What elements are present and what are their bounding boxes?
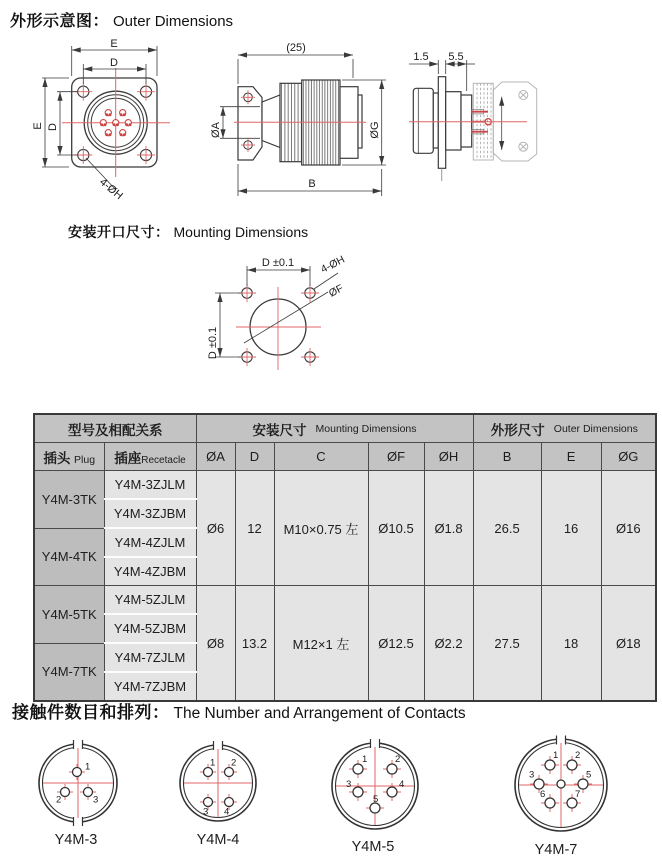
dim-label-g: ØG [369,121,381,139]
header-model-group-label: 型号及相配关系 [68,422,163,438]
plug-model-cell: Y4M-3TK [34,471,104,529]
dim-cell-h: Ø2.2 [424,586,473,702]
pin [578,779,588,789]
receptacle-body [413,77,471,169]
dim-cell-h: Ø1.8 [424,471,473,586]
outer-front-view-drawing [18,38,220,210]
pin-number: 6 [540,789,546,800]
header-receptacle-zh: 插座 [114,450,142,466]
keyway-bottom [74,817,83,826]
plug-model-cell: Y4M-5TK [34,586,104,644]
pin [225,768,234,777]
connector-label: Y4M-5 [351,839,395,855]
pin [84,788,93,797]
pin-number: 5 [373,794,379,805]
header-col-b: B [473,443,541,471]
pin-number: 2 [231,757,237,769]
header-mounting-zh: 安装尺寸 [252,422,307,438]
pin-center [557,780,565,788]
pin [120,110,126,116]
section-title-mounting-en: Mounting Dimensions [173,224,309,240]
table-row [34,586,656,615]
section-title-mounting-zh: 安装开口尺寸： [68,224,170,240]
section-title-outer-zh: 外形示意图： [10,13,110,30]
dim-cell-g: Ø16 [601,471,656,586]
pin [545,798,555,808]
pin [387,787,397,797]
contact-diagram-y4m-3 [30,738,162,850]
dim-label-5-5: 5.5 [448,51,464,63]
header-col-g: ØG [601,443,656,471]
pin-number: 3 [93,794,99,806]
plug-side-view-drawing [208,38,400,210]
receptacle-model-cell: Y4M-7ZJLM [104,643,196,672]
header-plug-zh: 插头 [43,450,71,466]
dim-cell-a: Ø8 [196,586,235,702]
section-title-mounting [68,222,308,242]
receptacle-model-cell: Y4M-3ZJLM [104,471,196,500]
header-col-h: ØH [424,443,473,471]
pin [204,798,213,807]
connector-label: Y4M-4 [196,832,240,848]
dim-label-holes: 4-ØH [318,253,347,276]
section-title-outer-en: Outer Dimensions [113,13,234,30]
section-title-contacts [12,698,466,723]
header-receptacle-en: Recetacle [141,454,186,466]
pin [73,768,82,777]
section-title-outer [10,8,233,31]
dim-cell-d: 13.2 [235,586,274,702]
pin [100,120,106,126]
pin [105,130,111,136]
header-plug [34,443,104,471]
receptacle-model-cell: Y4M-5ZJLM [104,586,196,615]
header-mounting-en: Mounting Dimensions [315,422,417,435]
dim-label-d-left: D ±0.1 [207,326,219,360]
keyway-top [371,739,380,748]
header-col-a: ØA [196,443,235,471]
pin [225,798,234,807]
pin-number: 2 [56,794,62,806]
plug-model-cell: Y4M-7TK [34,643,104,701]
dim-cell-c: M10×0.75 左 [274,471,368,586]
header-col-e: E [541,443,601,471]
header-plug-en: Plug [74,453,96,466]
header-col-d: D [235,443,274,471]
pin [353,787,363,797]
dim-cell-g: Ø18 [601,586,656,702]
header-mounting-group [196,414,473,443]
dim-cell-e: 18 [541,586,601,702]
pin-number: 2 [395,754,401,765]
pin [545,760,555,770]
header-outer-group [473,414,656,443]
receptacle-model-cell: Y4M-7ZJBM [104,672,196,701]
dim-cell-a: Ø6 [196,471,235,586]
dim-label-25: (25) [286,42,306,54]
pin [120,130,126,136]
table-header-columns [34,443,656,471]
dim-cell-b: 27.5 [473,586,541,702]
pin [204,768,213,777]
pin [534,779,544,789]
keyway-top [74,740,83,749]
pin-number: 4 [224,806,230,818]
dim-label-1-5: 1.5 [413,51,429,63]
pin [61,788,70,797]
dimension-d-top [247,266,310,286]
pin [353,764,363,774]
header-col-f: ØF [368,443,424,471]
dim-cell-b: 26.5 [473,471,541,586]
pin-number: 4 [399,779,405,790]
pin-number: 1 [362,754,368,765]
dim-label-d-top: D [110,57,118,69]
pin-number: 3 [203,806,209,818]
pin [567,760,577,770]
connector-label: Y4M-7 [534,842,578,858]
receptacle-side-view-drawing [393,38,580,185]
pin-number: 1 [210,757,216,769]
pin-number: 3 [529,769,535,781]
receptacle-model-cell: Y4M-4ZJLM [104,528,196,557]
pin-number: 2 [575,750,581,761]
plug-model-cell: Y4M-4TK [34,528,104,586]
header-receptacle [104,443,196,471]
pin-number: 1 [85,761,91,773]
section-title-contacts-zh: 接触件数目和排列： [12,703,170,722]
receptacle-model-cell: Y4M-4ZJBM [104,557,196,586]
dim-label-f: ØF [326,282,346,300]
dim-label-e-left: E [32,122,44,130]
table-header-groups [34,414,656,443]
dim-label-e-top: E [110,38,118,50]
header-col-c: C [274,443,368,471]
dim-cell-c: M12×1 左 [274,586,368,702]
dim-label-d-top: D ±0.1 [261,257,295,269]
table-row [34,471,656,500]
connector-label: Y4M-3 [54,832,98,848]
keyway-top [214,741,223,750]
contact-diagram-y4m-5 [310,738,455,856]
section-title-contacts-en: The Number and Arrangement of Contacts [173,705,466,722]
pin-number: 3 [346,779,352,790]
pin-number: 5 [586,769,592,781]
header-outer-en: Outer Dimensions [553,422,638,435]
pin-number: 7 [575,789,581,800]
pin [105,110,111,116]
dim-label-holes: 4-ØH [97,176,125,203]
dim-cell-f: Ø12.5 [368,586,424,702]
dim-cell-f: Ø10.5 [368,471,424,586]
contact-diagram-y4m-4 [160,738,292,850]
dim-label-a: ØA [210,122,222,138]
dim-cell-d: 12 [235,471,274,586]
pin [125,120,131,126]
receptacle-model-cell: Y4M-3ZJBM [104,499,196,528]
receptacle-model-cell: Y4M-5ZJBM [104,614,196,643]
contact-diagram-y4m-7 [478,735,650,859]
pin [113,120,119,126]
dim-label-b: B [308,178,316,190]
dim-label-d-left: D [47,123,59,131]
pin-number: 1 [553,750,559,761]
header-outer-zh: 外形尺寸 [490,422,545,438]
pin [387,764,397,774]
header-model-group [34,414,196,443]
dim-cell-e: 16 [541,471,601,586]
spec-table [33,413,657,702]
mounting-hole-drawing [180,253,400,405]
